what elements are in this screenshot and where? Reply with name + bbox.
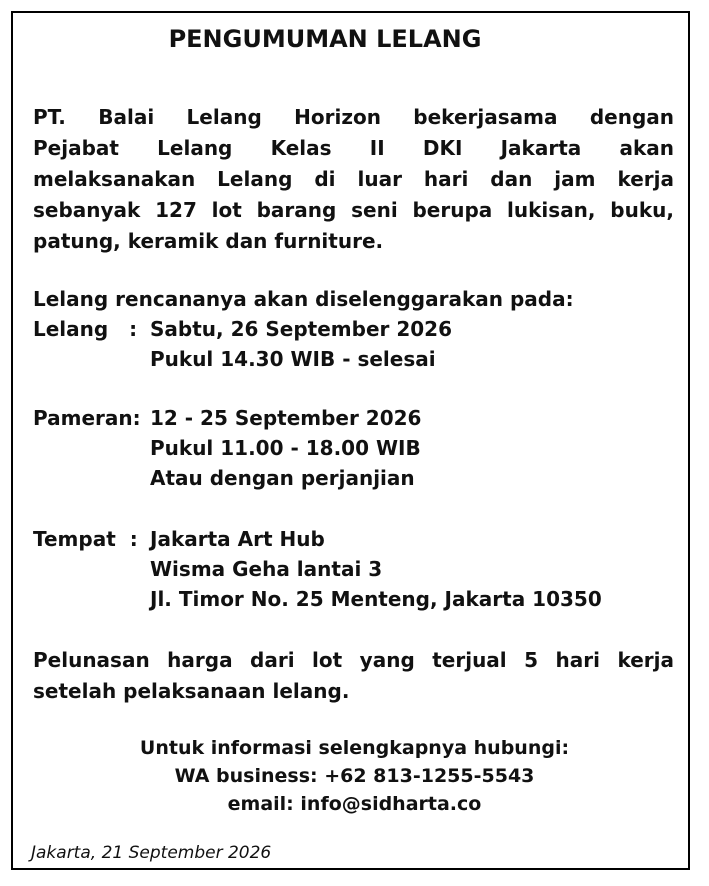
lelang-date: Sabtu, 26 September 2026 [150,317,452,341]
pameran-note: Atau dengan perjanjian [150,466,415,490]
contact-email: email: info@sidharta.co [227,793,482,815]
intro-line: sebanyak 127 lot barang seni berupa lukisan, buku, [33,198,674,222]
payment-line: setelah pelaksanaan lelang. [33,679,350,703]
footer-date: Jakarta, 21 September 2026 [31,843,272,863]
contact-heading: Untuk informasi selengkapnya hubungi: [139,737,570,759]
pameran-time: Pukul 11.00 - 18.00 WIB [150,436,421,460]
tempat-address: Jl. Timor No. 25 Menteng, Jakarta 10350 [150,587,602,611]
payment-line: Pelunasan harga dari lot yang terjual 5 hari kerja [33,648,674,672]
lelang-time: Pukul 14.30 WIB - selesai [150,347,436,371]
pameran-date: 12 - 25 September 2026 [150,406,422,430]
intro-line: melaksanakan Lelang di luar hari dan jam kerja [33,167,674,191]
page-title: PENGUMUMAN LELANG [168,25,482,53]
intro-line: PT. Balai Lelang Horizon bekerjasama dengan [33,105,674,129]
intro-line: patung, keramik dan furniture. [33,229,384,253]
plan-line: Lelang rencananya akan diselenggarakan pada: [33,287,574,311]
pameran-label: Pameran: [33,406,141,430]
tempat-label: Tempat : [33,527,138,551]
contact-wa: WA business: +62 813-1255-5543 [174,765,535,787]
tempat-building: Wisma Geha lantai 3 [150,557,383,581]
lelang-label: Lelang : [33,317,138,341]
intro-line: Pejabat Lelang Kelas II DKI Jakarta akan [33,136,674,160]
tempat-venue: Jakarta Art Hub [150,527,325,551]
